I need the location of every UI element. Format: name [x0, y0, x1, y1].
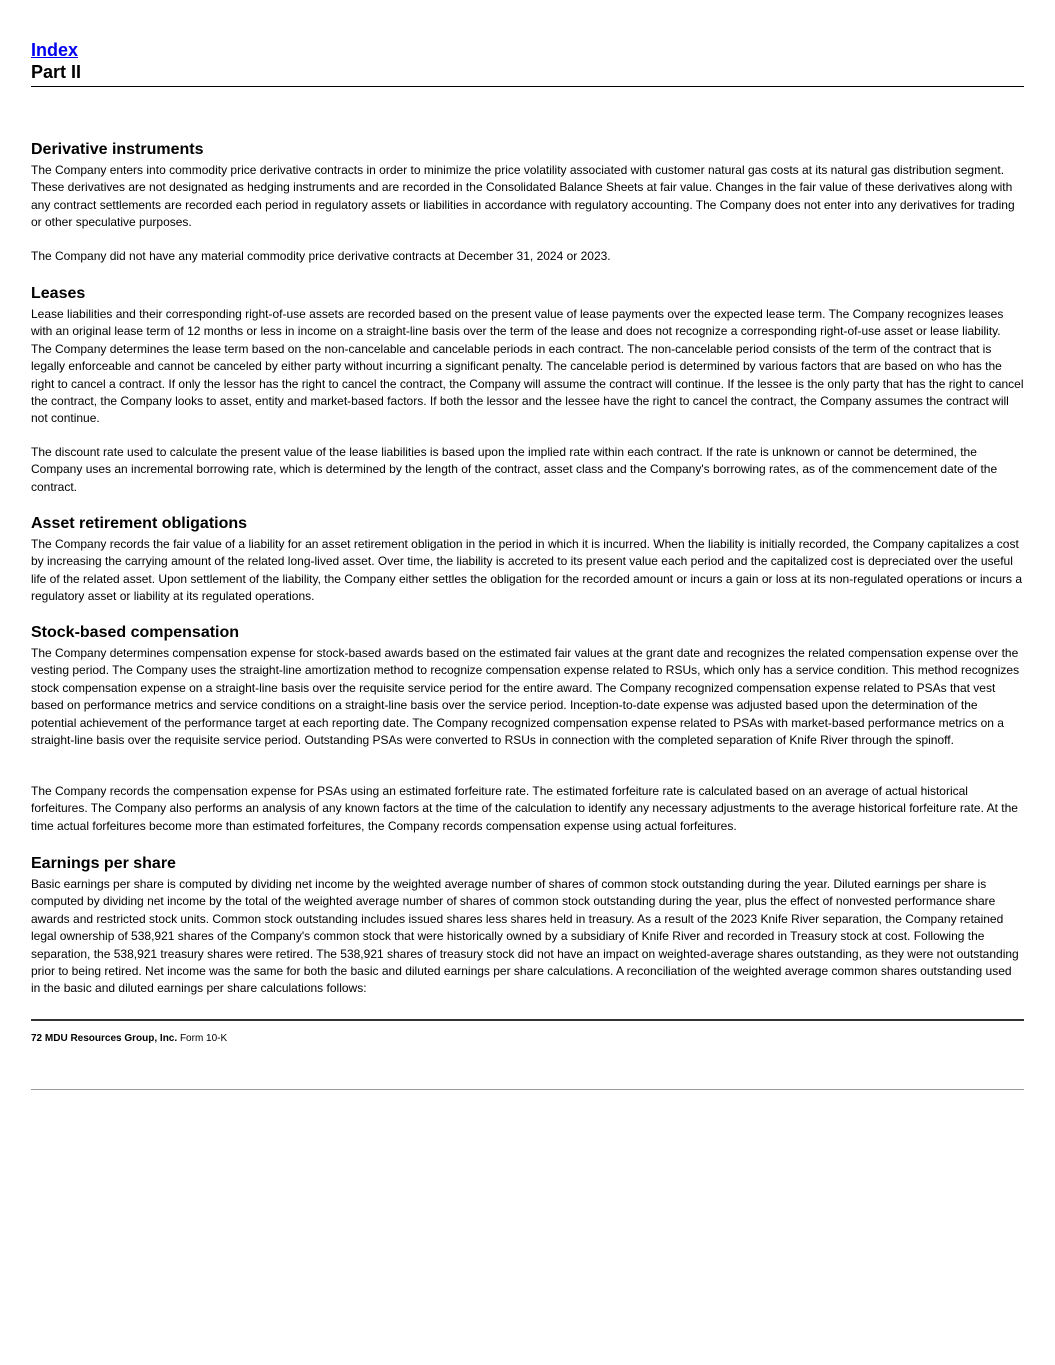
- aro-heading: Asset retirement obligations: [31, 515, 248, 532]
- part-title: Part II: [31, 62, 82, 82]
- stock-compensation-paragraph-2: The Company records the compensation expense for PSAs using an estimated forfeiture rate. The estimated forfeiture rate is calculated based on an average of actual historical forfeitures. The Company also performs an analysis of any known factors at the time of the calculation to identify any necessary adjustments to the average historical forfeiture rate. At the time actual forfeitures become more than estimated forfeitures, the Company records compensation expense using actual forfeitures.: [31, 784, 1018, 833]
- derivative-paragraph-2: The Company did not have any material commodity price derivative contracts at December 31, 2024 or 2023.: [31, 249, 611, 263]
- footer-brand: 72 MDU Resources Group, Inc.: [31, 1033, 178, 1044]
- page-end-divider: [31, 1089, 1024, 1090]
- footer-form: Form 10-K: [179, 1033, 228, 1044]
- leases-heading: Leases: [31, 285, 86, 302]
- footer-divider: [31, 1019, 1024, 1021]
- leases-paragraph-2: The discount rate used to calculate the present value of the lease liabilities is based upon the implied rate within each contract. If the rate is unknown or cannot be determined, the Company uses an incremental borrowing rate, which is determined by the length of the contract, asset class and the Company's borrowing rates, as of the commencement date of the contract.: [31, 445, 998, 494]
- leases-paragraph-1: Lease liabilities and their corresponding right-of-use assets are recorded based on the present value of lease payments over the expected lease term. The Company recognizes leases with an original lease term of 12 months or less in income on a straight-line basis over the term of the lease and does not recognize a corresponding right-of-use asset or lease liability. The Company determines the lease term based on the non-cancelable and cancelable periods in each contract. The non-cancelable period consists of the term of the contract that is legally enforceable and cannot be canceled by either party without incurring a significant penalty. The cancelable period is determined by various factors that are based on who has the right to cancel a contract. If only the lessor has the right to cancel the contract, the Company will assume the contract will continue. If the lessee is the only party that has the right to cancel the contract, the Company looks to asset, entity and market-based factors. If both the lessor and the lessee have the right to cancel the contract, the Company assumes the contract will not continue.: [31, 307, 1024, 426]
- derivative-heading: Derivative instruments: [31, 141, 204, 158]
- header-divider: [31, 86, 1024, 87]
- derivative-paragraph-1: The Company enters into commodity price derivative contracts in order to minimize the price volatility associated with customer natural gas costs at its natural gas distribution segment. These derivatives are not designated as hedging instruments and are recorded in the Consolidated Balance Sheets at fair value. Changes in the fair value of these derivatives along with any contract settlements are recorded each period in regulatory assets or liabilities in accordance with regulatory accounting. The Company does not enter into any derivatives for trading or other speculative purposes.: [31, 163, 1015, 230]
- index-link[interactable]: Index: [31, 40, 79, 60]
- stock-compensation-heading: Stock-based compensation: [31, 624, 240, 641]
- page-footer: [31, 1033, 227, 1045]
- aro-paragraph-1: The Company records the fair value of a liability for an asset retirement obligation in the period in which it is incurred. When the liability is initially recorded, the Company capitalizes a cost by increasing the carrying amount of the related long-lived asset. Over time, the liability is accreted to its present value each period and the capitalized cost is depreciated over the useful life of the related asset. Upon settlement of the liability, the Company either settles the obligation for the recorded amount or incurs a gain or loss at its non-regulated operations or incurs a regulatory asset or liability at its regulated operations.: [31, 537, 1022, 604]
- eps-heading: Earnings per share: [31, 855, 176, 872]
- eps-paragraph-1: Basic earnings per share is computed by dividing net income by the weighted average number of shares of common stock outstanding during the year. Diluted earnings per share is computed by dividing net income by the total of the weighted average number of shares of common stock outstanding during the year, plus the effect of nonvested performance share awards and restricted stock units. Common stock outstanding includes issued shares less shares held in treasury. As a result of the 2023 Knife River separation, the Company retained legal ownership of 538,921 shares of the Company's common stock that were historically owned by a subsidiary of Knife River and recorded in Treasury stock at cost. Following the separation, the 538,921 treasury shares were retired. The 538,921 shares of treasury stock did not have an impact on weighted-average shares outstanding, as they were not outstanding prior to being retired. Net income was the same for both the basic and diluted earnings per share calculations. A reconciliation of the weighted average common shares outstanding used in the basic and diluted earnings per share calculations follows:: [31, 877, 1019, 996]
- stock-compensation-paragraph-1: The Company determines compensation expense for stock-based awards based on the estimated fair values at the grant date and recognizes the related compensation expense over the vesting period. The Company uses the straight-line amortization method to recognize compensation expense related to RSUs, which only has a service condition. This method recognizes stock compensation expense on a straight-line basis over the requisite service period for the entire award. The Company recognized compensation expense related to PSAs that vest based on performance metrics and service conditions on a straight-line basis over the service period. Inception-to-date expense was adjusted based upon the determination of the potential achievement of the performance target at each reporting date. The Company recognized compensation expense related to PSAs with market-based performance metrics on a straight-line basis over the requisite service period. Outstanding PSAs were converted to RSUs in connection with the completed separation of Knife River through the spinoff.: [31, 646, 1020, 748]
